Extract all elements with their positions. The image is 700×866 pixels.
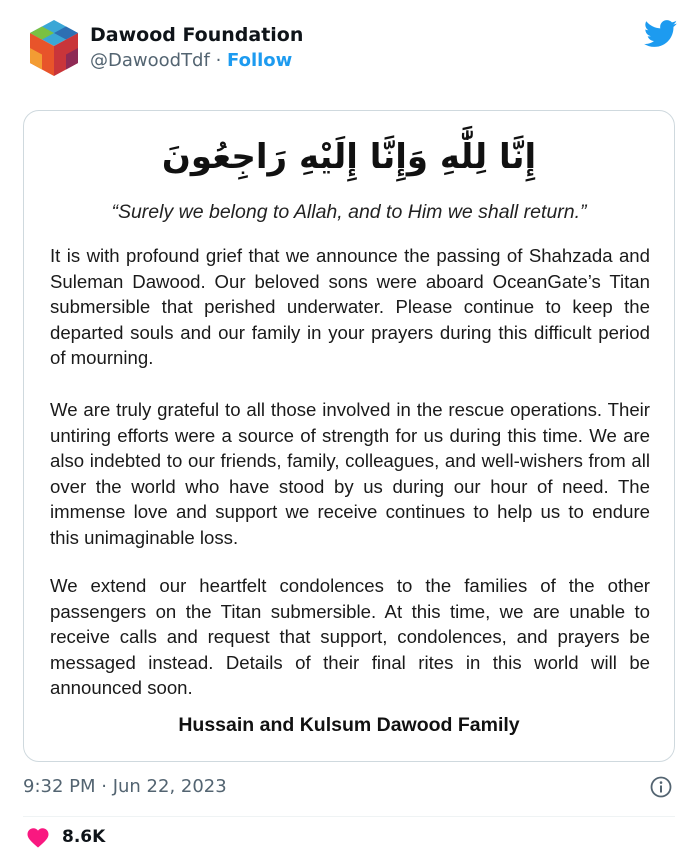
verse-translation: “Surely we belong to Allah, and to Him we shall return.”: [111, 201, 587, 223]
paragraph-3: We extend our heartfelt condolences to the families of the other passengers on the Titan submersible. At this time, we are unable to receive calls and request that support, condolences, and prayers be messaged instead. Details of their final rites in this world will be announced soon.: [50, 575, 650, 698]
statement-image[interactable]: [23, 110, 675, 762]
account-handle[interactable]: @DawoodTdf: [90, 50, 210, 71]
signature: Hussain and Kulsum Dawood Family: [178, 714, 520, 736]
tweet-header: [0, 0, 700, 100]
twitter-bird-icon[interactable]: [644, 20, 678, 48]
separator: ·: [215, 50, 222, 71]
like-count[interactable]: 8.6K: [62, 827, 106, 847]
tweet-timestamp[interactable]: 9:32 PM · Jun 22, 2023: [23, 776, 227, 797]
heart-icon[interactable]: [26, 826, 50, 848]
paragraph-2: We are truly grateful to all those involved in the rescue operations. Their untiring efforts were a source of strength for us during this time. We are also indebted to our friends, family, colleagues, and well-wishers from all over the world who have stood by us during our hour of need. The immense love and support we receive continues to help us to endure this unimaginable loss.: [50, 399, 650, 548]
follow-button[interactable]: Follow: [227, 50, 293, 71]
handle-line: [90, 50, 292, 71]
divider: [23, 816, 675, 817]
info-icon[interactable]: [650, 776, 672, 798]
avatar[interactable]: [28, 18, 80, 78]
paragraph-1: It is with profound grief that we announce the passing of Shahzada and Suleman Dawood. Our beloved sons were aboard OceanGate’s Titan submersible that perished underwater. Please continue to keep the departed souls and our family in your prayers during this difficult period of mourning.: [50, 245, 650, 368]
arabic-verse: إِنَّا لِلَّٰهِ وَإِنَّا إِلَيْهِ رَاجِعُونَ: [161, 137, 537, 177]
account-name[interactable]: Dawood Foundation: [90, 24, 304, 46]
